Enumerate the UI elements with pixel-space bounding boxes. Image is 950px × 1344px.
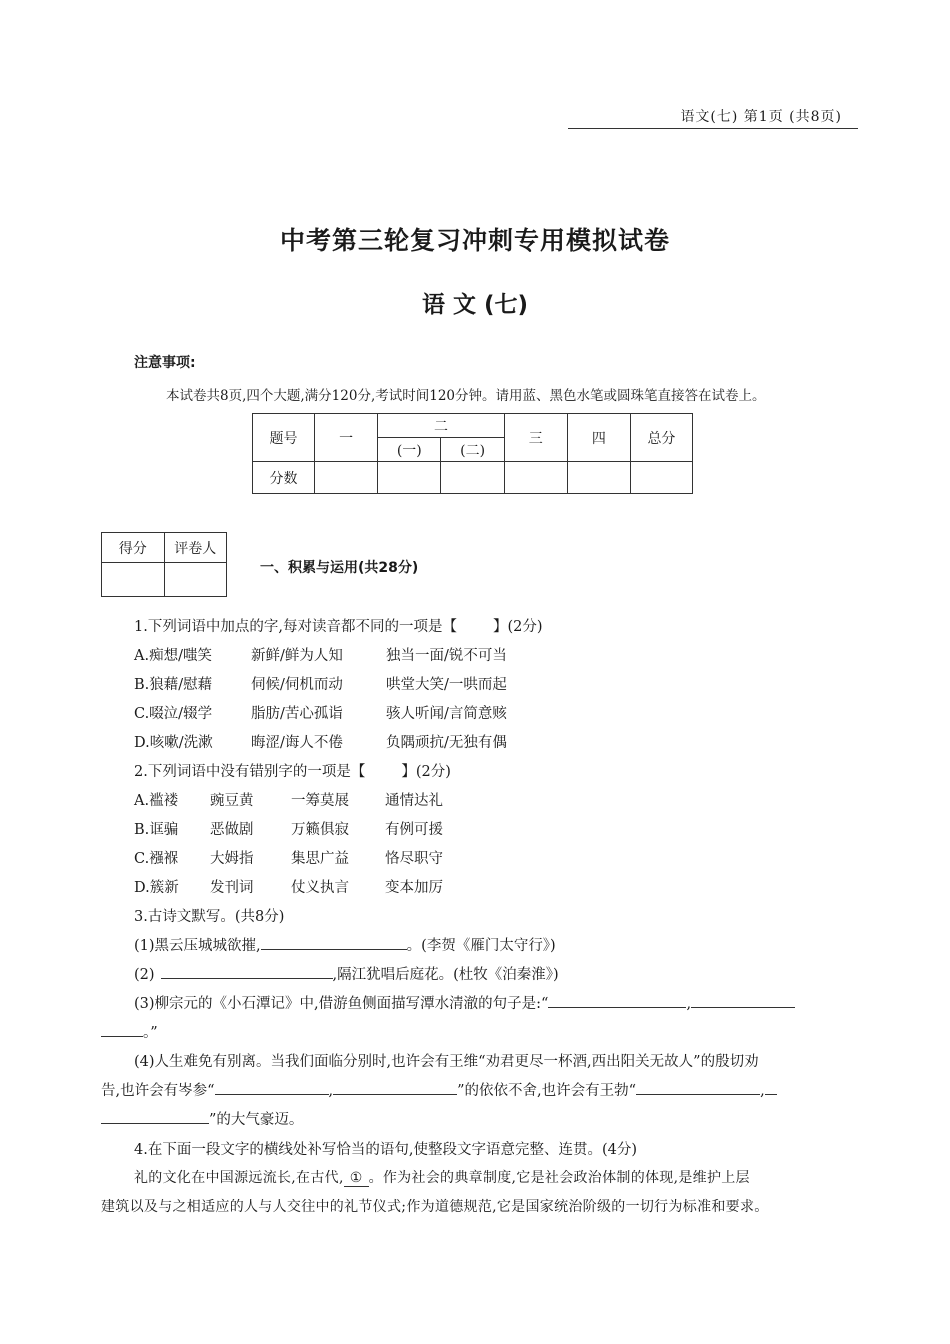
subject-title: 语 文 (七) [421,292,529,318]
score-cell[interactable] [315,462,378,494]
q1-option-d-3: 负隅顽抗/无独有偶 [386,735,507,751]
score-table-col-2: 二 [378,414,505,438]
grader-table [101,532,227,597]
page-header: 语文(七) 第1页 (共8页) [680,109,842,125]
score-table-col-2a: (一) [378,438,441,462]
q3-blank-3b[interactable] [691,993,795,1008]
q2-option-d-3: 仗义执言 [291,880,349,896]
q1-option-c-1: C.啜泣/辍学 [134,706,213,722]
score-table-col-1: 一 [315,414,378,462]
q3-blank-4b[interactable] [333,1080,457,1095]
q1-option-d-1: D.咳嗽/洗漱 [134,735,213,751]
q4-passage-line2: 建筑以及与之相适应的人与人交往中的礼节仪式;作为道德规范,它是国家统治阶级的一切行为标准和要求。 [101,1199,769,1215]
q3-part-4-line2: 告,也许会有岑参“ , ”的依依不舍,也许会有王勃“ , [101,1079,777,1100]
score-cell[interactable] [441,462,504,494]
score-table-total: 总分 [630,414,692,462]
q2-option-b-3: 万籁俱寂 [291,822,349,838]
q3-part-1: (1)黑云压城城欲摧, 。(李贺《雁门太守行》) [134,934,556,955]
q1-option-a-2: 新鲜/鲜为人知 [251,648,343,664]
q1-option-a-3: 独当一面/锐不可当 [386,648,507,664]
q2-option-a-4: 通情达礼 [385,793,443,809]
q2-option-c-1: C.襁褓 [134,851,179,867]
section-1-heading: 一、积累与运用(共28分) [260,560,419,576]
q3-blank-3c[interactable] [101,1022,143,1037]
header-rule [568,128,858,129]
q3-part-2: (2) ,隔江犹唱后庭花。(杜牧《泊秦淮》) [134,963,559,984]
q2-option-b-2: 恶做剧 [210,822,254,838]
q2-option-c-2: 大姆指 [210,851,254,867]
q3-blank-1[interactable] [261,935,407,950]
q3-blank-4e[interactable] [101,1109,209,1124]
q3-blank-4d[interactable] [765,1080,777,1095]
score-cell[interactable] [630,462,692,494]
grader-name-cell[interactable] [164,563,227,597]
q2-stem: 2.下列词语中没有错别字的一项是【 】(2分) [134,764,451,780]
q2-option-b-4: 有例可援 [385,822,443,838]
q2-option-d-2: 发刊词 [210,880,254,896]
q1-option-c-2: 脂肪/苦心孤诣 [251,706,343,722]
q1-option-b-1: B.狼藉/慰藉 [134,677,213,693]
q4-blank-1[interactable]: ① [344,1170,369,1187]
score-table-label-score: 分数 [253,462,315,494]
q1-option-b-2: 伺候/伺机而动 [251,677,343,693]
q3-part-3-cont: 。” [101,1021,158,1042]
q2-option-a-3: 一筹莫展 [291,793,349,809]
q1-option-a-1: A.痴想/嗤笑 [134,648,212,664]
q3-blank-4a[interactable] [215,1080,329,1095]
score-cell[interactable] [378,462,441,494]
q2-option-c-3: 集思广益 [291,851,349,867]
q3-blank-4c[interactable] [636,1080,760,1095]
exam-title: 中考第三轮复习冲刺专用模拟试卷 [279,226,670,255]
grader-name-label: 评卷人 [164,533,227,563]
q2-option-a-1: A.褴褛 [134,793,179,809]
notice-heading: 注意事项: [134,355,196,371]
q3-part-3: (3)柳宗元的《小石潭记》中,借游鱼侧面描写潭水清澈的句子是:“ , [134,992,795,1013]
score-table-col-2b: (二) [441,438,504,462]
q3-blank-3a[interactable] [548,993,686,1008]
notice-text: 本试卷共8页,四个大题,满分120分,考试时间120分钟。请用蓝、黑色水笔或圆珠笔直接答在试卷上。 [166,388,766,404]
score-table-label-number: 题号 [253,414,315,462]
q2-option-c-4: 恪尽职守 [385,851,443,867]
score-cell[interactable] [504,462,567,494]
grader-score-cell[interactable] [102,563,165,597]
q1-stem: 1.下列词语中加点的字,每对读音都不同的一项是【 】(2分) [134,619,543,635]
q4-passage-line1: 礼的文化在中国源远流长,在古代, ① 。作为社会的典章制度,它是社会政治体制的体现,是维护上层 [134,1170,750,1186]
score-table-col-4: 四 [567,414,630,462]
q3-part-4: (4)人生难免有别离。当我们面临分别时,也许会有王维“劝君更尽一杯酒,西出阳关无故人”的殷切劝 [134,1054,759,1070]
grader-score-label: 得分 [102,533,165,563]
q4-stem: 4.在下面一段文字的横线处补写恰当的语句,使整段文字语意完整、连贯。(4分) [134,1142,637,1158]
q2-option-a-2: 豌豆黄 [210,793,254,809]
q1-option-c-3: 骇人听闻/言简意赅 [386,706,507,722]
score-cell[interactable] [567,462,630,494]
q2-option-b-1: B.诓骗 [134,822,179,838]
score-table [252,413,693,494]
q3-part-4-line3: ”的大气豪迈。 [101,1108,303,1129]
score-table-col-3: 三 [504,414,567,462]
q2-option-d-4: 变本加厉 [385,880,443,896]
q3-stem: 3.古诗文默写。(共8分) [134,909,285,925]
q1-option-b-3: 哄堂大笑/一哄而起 [386,677,507,693]
q3-blank-2[interactable] [161,964,333,979]
q1-option-d-2: 晦涩/诲人不倦 [251,735,343,751]
q2-option-d-1: D.簇新 [134,880,179,896]
